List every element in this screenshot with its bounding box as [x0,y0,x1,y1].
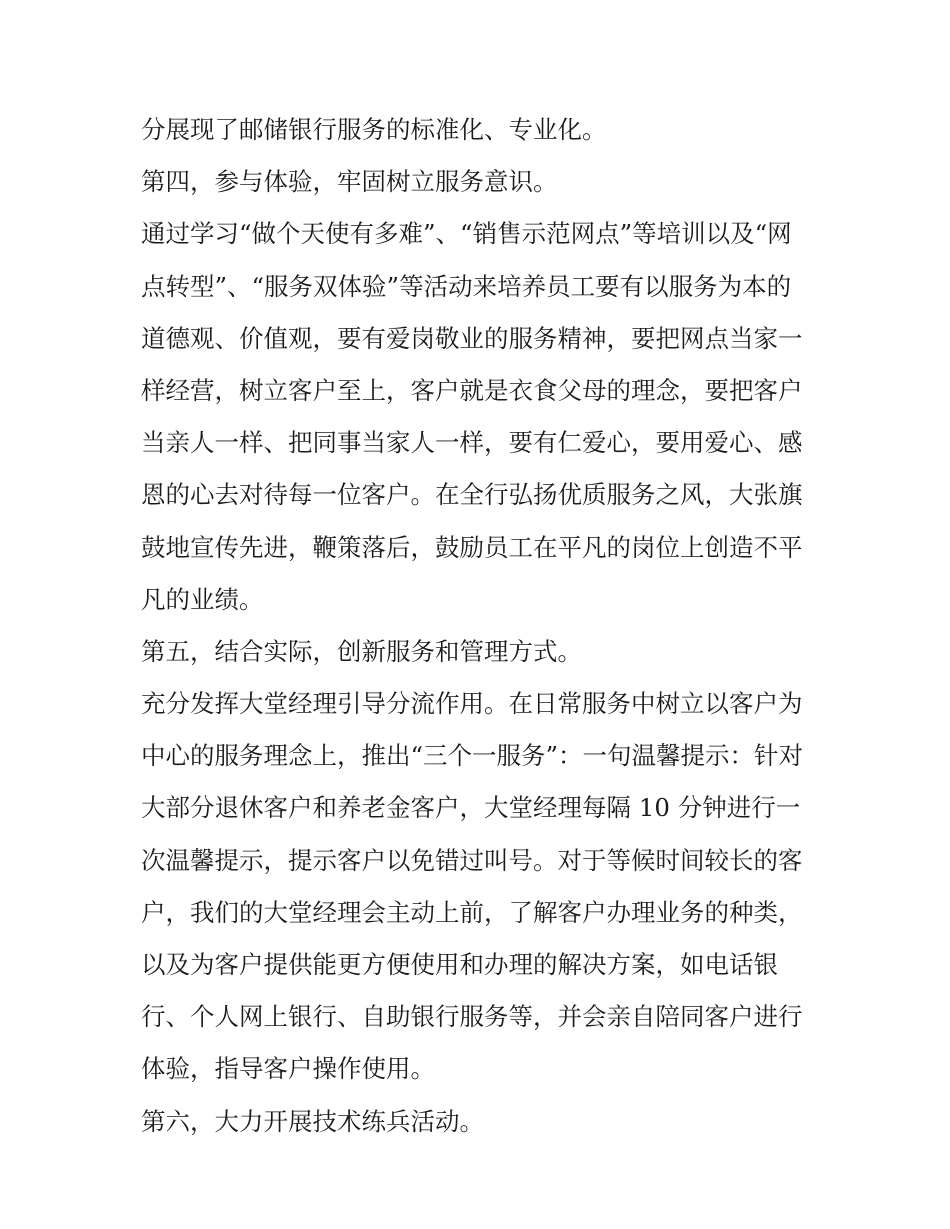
text-line: 点转型”、“服务双体验”等活动来培养员工要有以服务为本的 [141,271,792,301]
section-heading-6: 第六，大力开展技术练兵活动。 [141,1106,484,1136]
section-heading-5: 第五，结合实际，创新服务和管理方式。 [141,636,582,666]
section-heading-4: 第四，参与体验，牢固树立服务意识。 [141,167,558,197]
text-line: 凡的业绩。 [141,584,264,614]
text-line: 分展现了邮储银行服务的标准化、专业化。 [141,115,607,144]
body-text [141,104,821,1148]
text-line: 样经营，树立客户至上，客户就是衣食父母的理念，要把客户 [141,375,803,405]
text-line: 以及为客户提供能更方便使用和办理的解决方案，如电话银 [141,950,778,979]
text-line: 行、个人网上银行、自助银行服务等，并会亲自陪同客户进行 [141,1002,803,1032]
text-line: 充分发挥大堂经理引导分流作用。在日常服务中树立以客户为 [141,689,803,719]
text-line: 当亲人一样、把同事当家人一样，要有仁爱心，要用爱心、感 [141,428,803,458]
text-line: 道德观、价值观，要有爱岗敬业的服务精神，要把网点当家一 [141,323,803,353]
text-line: 户，我们的大堂经理会主动上前，了解客户办理业务的种类， [141,897,803,927]
text-line: 恩的心去对待每一位客户。在全行弘扬优质服务之风，大张旗 [141,480,803,510]
text-line: 体验，指导客户操作使用。 [141,1054,435,1084]
text-line: 鼓地宣传先进，鞭策落后，鼓励员工在平凡的岗位上创造不平 [141,532,803,562]
text-line: 中心的服务理念上，推出“三个一服务”：一句温馨提示：针对 [141,741,804,771]
text-line: 通过学习“做个天使有多难”、“销售示范网点”等培训以及“网 [141,219,792,249]
text-line: 次温馨提示，提示客户以免错过叫号。对于等候时间较长的客 [141,845,803,875]
text-line: 大部分退休客户和养老金客户，大堂经理每隔 10 分钟进行一 [141,793,801,823]
